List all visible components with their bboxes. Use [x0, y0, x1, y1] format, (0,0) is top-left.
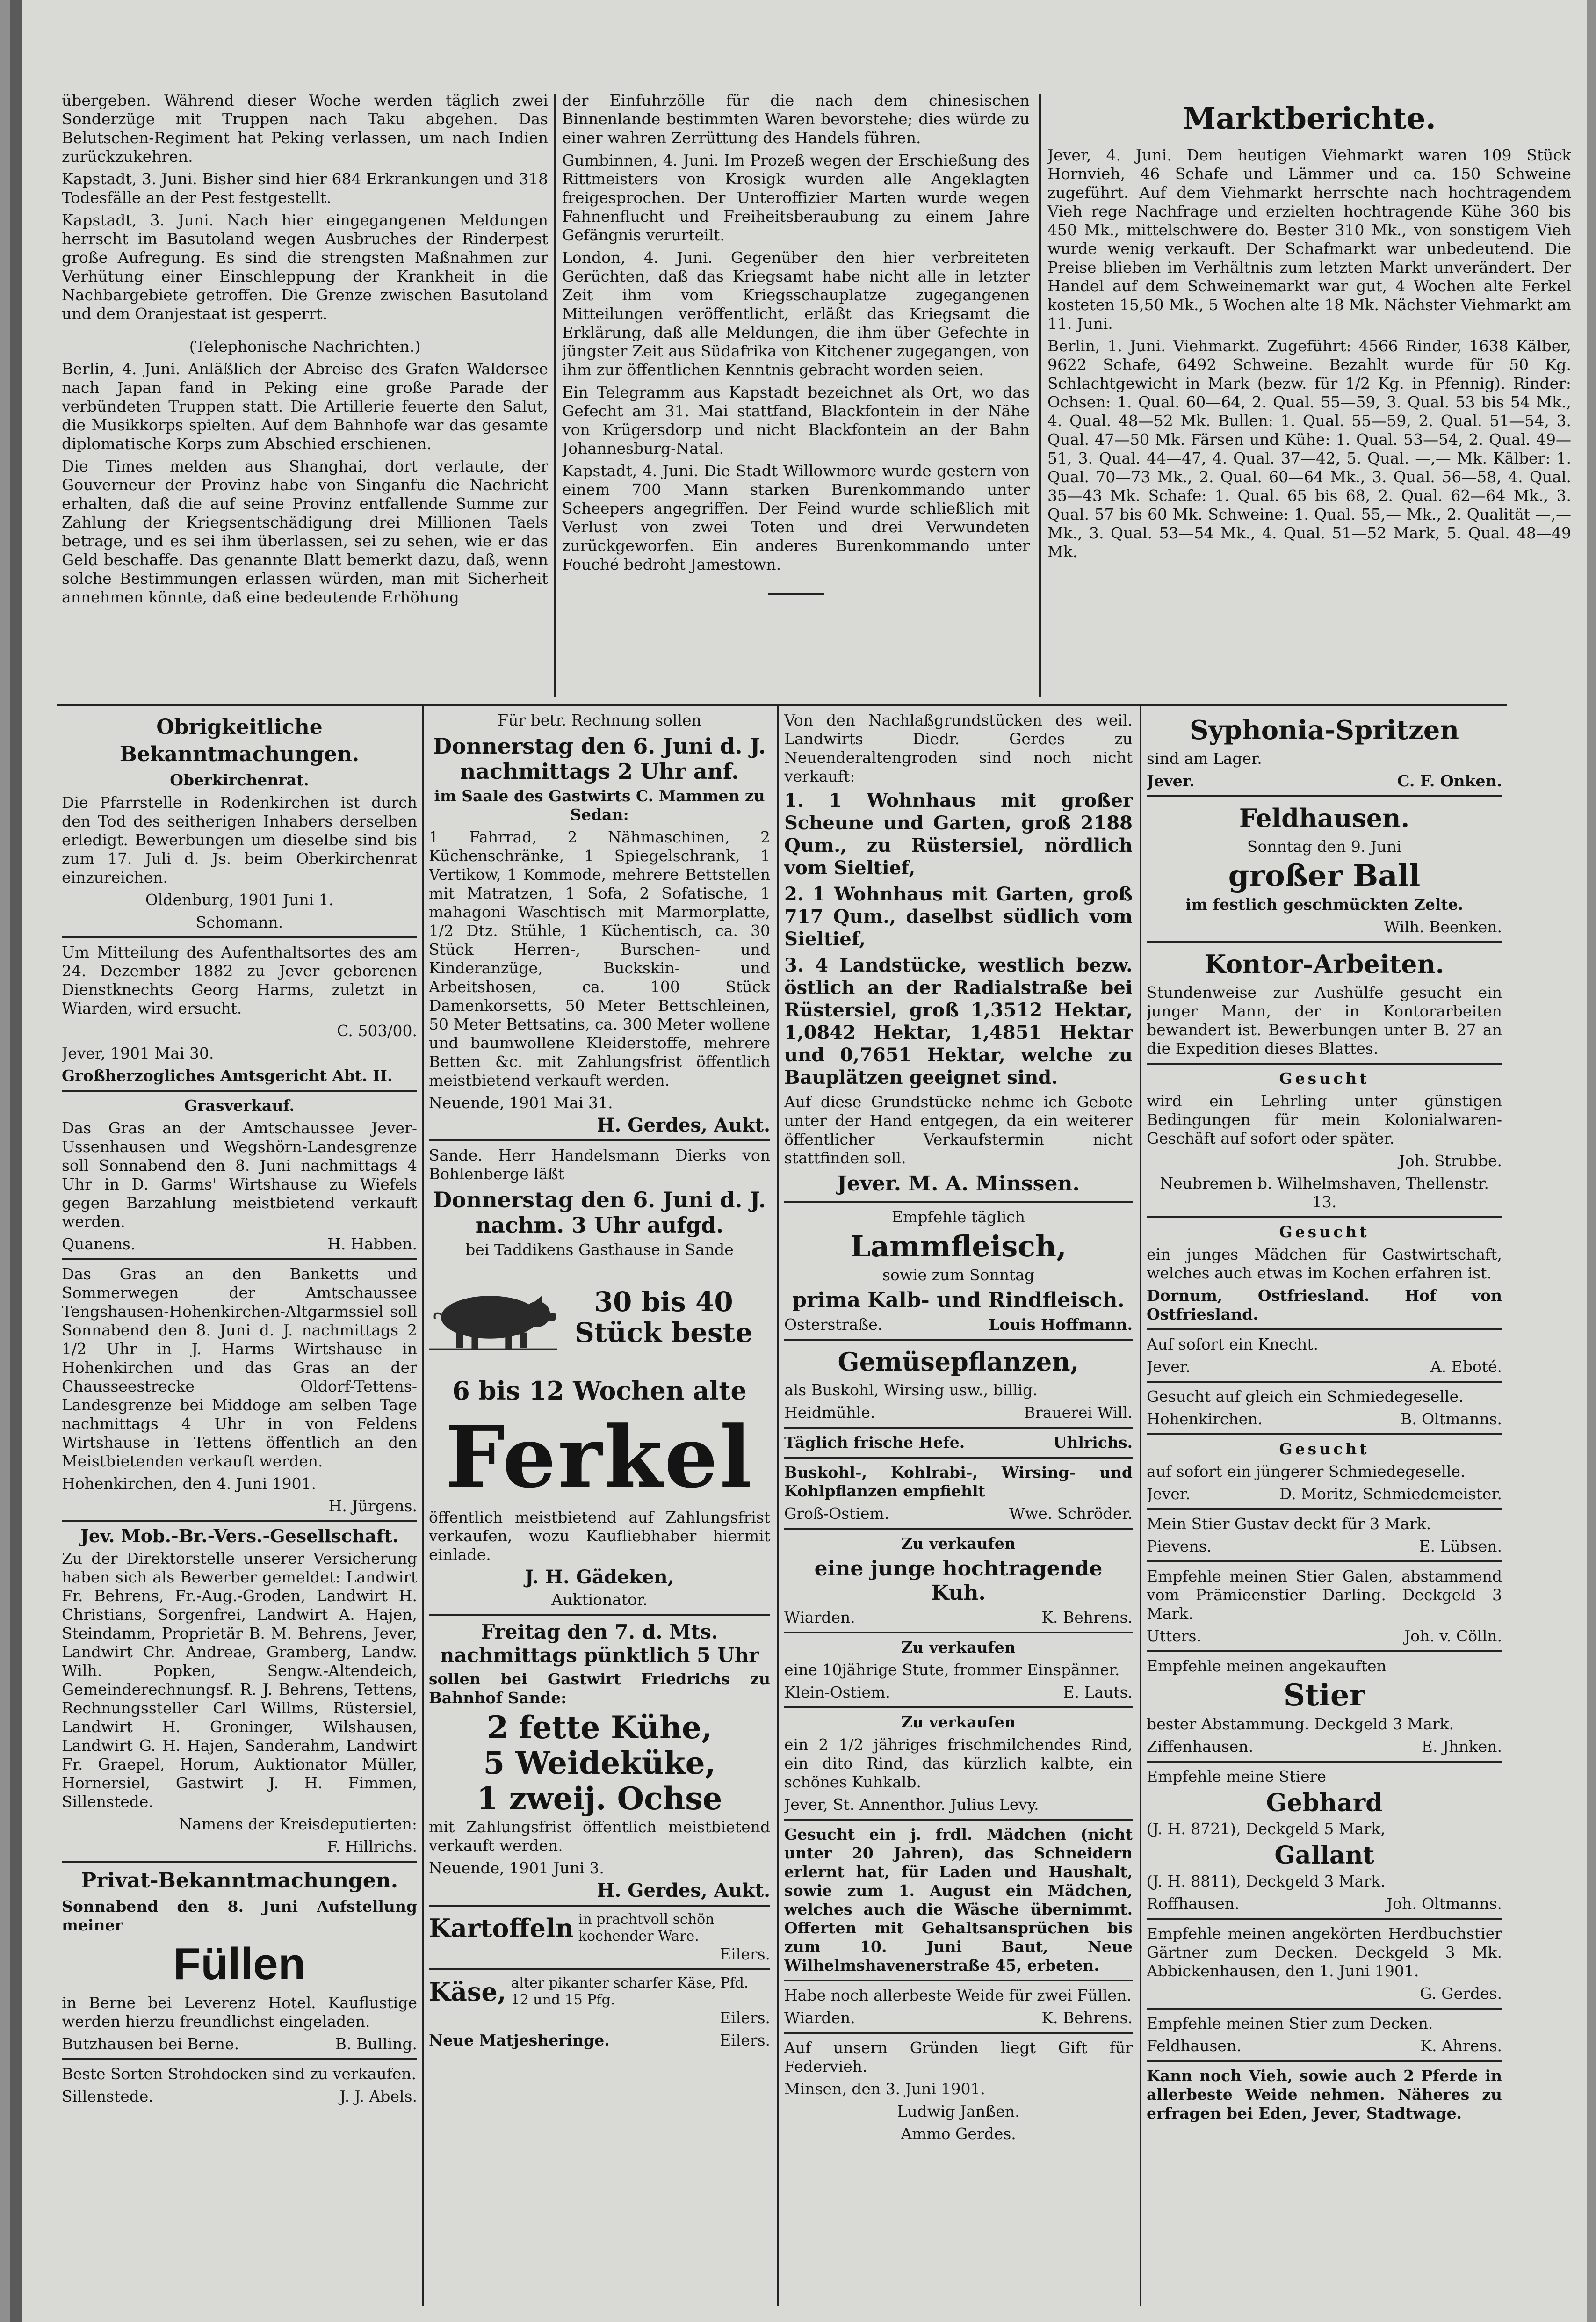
- ad-divider: [1147, 1918, 1502, 1920]
- ad-signature: K. Behrens.: [1041, 1608, 1133, 1626]
- ad-signature: Eilers.: [720, 1945, 770, 1963]
- ad-place: Pievens.: [1147, 1537, 1212, 1555]
- ad-divider: [1147, 2060, 1502, 2062]
- ad-official-title: Obrigkeitliche Bekanntmachungen.: [119, 715, 360, 766]
- ad-big-word: Ferkel: [445, 1408, 754, 1507]
- ad-signature: J. J. Abels.: [339, 2087, 417, 2105]
- ad-place: Groß-Ostiem.: [784, 1504, 889, 1523]
- pig-block: [429, 1263, 770, 1371]
- ad-signature: Eilers.: [720, 2031, 770, 2049]
- ad-divider: [1147, 1381, 1502, 1383]
- ad-divider: [784, 1339, 1133, 1341]
- page-edge: [10, 0, 22, 2322]
- ad-divider: [62, 1090, 417, 1092]
- ad-signature: Eilers.: [720, 2009, 770, 2027]
- ad-row: [429, 1975, 770, 2009]
- ad-text: Mein Stier Gustav deckt für 3 Mark.: [1147, 1515, 1431, 1533]
- ad-text: Sonnabend den 8. Juni Aufstellung meiner: [62, 1897, 417, 1934]
- ad-text: Die Pfarrstelle in Rodenkirchen ist durch den Tod des seitherigen Inhabers derselben erledigt. Bewerbungen um dieselbe sind bis zum 17. Juli d. Js. beim Oberkirchenrat einzureichen.: [62, 793, 417, 886]
- ad-signature: E. Lübsen.: [1419, 1537, 1502, 1555]
- ad-text: Kann noch Vieh, sowie auch 2 Pferde in allerbeste Weide nehmen. Näheres zu erfragen bei Eden, Jever, Stadtwage.: [1147, 2067, 1502, 2122]
- ad-signature: B. Oltmanns.: [1401, 1410, 1502, 1428]
- ad-place: Hohenkirchen.: [1147, 1410, 1263, 1428]
- ad-place: im Saale des Gastwirts C. Mammen zu Sedan:: [434, 787, 765, 824]
- ad-place: sollen bei Gastwirt Friedrichs zu Bahnhof Sande:: [429, 1670, 770, 1707]
- ad-place: Roffhausen.: [1147, 1894, 1240, 1913]
- market-report: Berlin, 1. Juni. Viehmarkt. Zugeführt: 4566 Rinder, 1638 Kälber, 9622 Schafe, 6492 Schweine. Bezahlt wurde für 50 Kg. Schlachtgewicht in Mark (bezw. für 1/2 Kg. in Pfennig). Rinder: Ochsen: 1. Qual. 60—64, 2. Qual. 55—59, 3. Qual. 53 bis 54 Mk., 4. Qual. 48—52 Mk. Bullen: 1. Qual. 55—59, 2. Qual. 51—54, 3. Qual. 47—50 Mk. Färsen und Kühe: 1. Qual. 53—54, 2. Qual. 49—51, 3. Qual. 44—47, 4. Qual. 37—42, 5. Qual. —,— Mk. Kälber: 1. Qual. 70—73 Mk., 2. Qual. 60—64 Mk., 3. Qual. 56—58, 4. Qual. 35—43 Mk. Schafe: 1. Qual. 65 bis 68, 2. Qual. 62—64 Mk., 3. Qual. 57 bis 60 Mk. Schweine: 1. Qual. 55,— Mk., 2. Qualität —,— Mk., 3. Qual. 53—54 Mk., 4. Qual. 51—52 Mark, 5. Qual. 48—49 Mk.: [1047, 337, 1571, 561]
- ad-big-word: Käse,: [429, 1977, 506, 2007]
- ad-heading: Zu verkaufen: [901, 1534, 1016, 1553]
- ad-signature: G. Gerdes.: [1420, 1984, 1502, 2003]
- ad-signature-row: [1147, 1357, 1502, 1376]
- ad-text: Zu der Direktorstelle unserer Versicherung haben sich als Bewerber gemeldet: Landwirt Fr. Behrens, Fr.-Aug.-Groden, Landwirt H. Christians, Sorgenfrei, Landwirt A. Hajen, Steindamm, Proprietär B. M. Behrens, Jever, Landwirt Chr. Andreae, Gramberg, Landw. Wilh. Popken, Sengw.-Altendeich, Gemeinderechnungsf. R. J. Behrens, Tettens, Rechnungssteller Carl Willms, Rüstersiel, Landwirt H. Groninger, Wilshausen, Landwirt G. H. Hajen, Sanderahm, Landwirt Fr. Graepel, Horum, Auktionator Müller, Hornersiel, Gastwirt J. H. Fimmen, Sillenstede.: [62, 1549, 417, 1811]
- ad-place: Wiarden.: [784, 1608, 855, 1626]
- ad-place: Klein-Ostiem.: [784, 1683, 890, 1701]
- ad-signature: A. Eboté.: [1430, 1357, 1502, 1376]
- ad-note: Namens der Kreisdeputierten:: [179, 1815, 417, 1833]
- news-item: Ein Telegramm aus Kapstadt bezeichnet als Ort, wo das Gefecht am 31. Mai stattfand, Blackfontein in der Nähe von Krügersdorp und nicht Blackfontein an der Bahn Johannesburg-Natal.: [562, 383, 1030, 457]
- ad-headline: Freitag den 7. d. Mts. nachmittags pünktlich 5 Uhr: [440, 1620, 759, 1667]
- ad-signature-row: [1147, 1894, 1502, 1913]
- news-item: übergeben. Während dieser Woche werden täglich zwei Sonderzüge mit Truppen nach Taku abgehen. Das Belutschen-Regiment hat Peking verlassen, um nach Indien zurückzukehren.: [62, 91, 548, 166]
- ad-divider: [62, 1520, 417, 1522]
- ad-text: mit Zahlungsfrist öffentlich meistbietend verkauft werden.: [429, 1818, 770, 1855]
- ad-signature-row: [784, 1504, 1133, 1523]
- ad-item: 1 zweij. Ochse: [477, 1780, 722, 1817]
- market-column: [1047, 98, 1571, 702]
- ad-role: Auktionator.: [551, 1590, 648, 1609]
- ad-divider: [784, 1201, 1133, 1203]
- pig-illustration: [429, 1266, 557, 1369]
- ad-divider: [784, 1632, 1133, 1633]
- newspaper-page: [10, 0, 1587, 2322]
- ad-divider: [1147, 1063, 1502, 1065]
- ad-text: auf sofort ein jüngerer Schmiedegeselle.: [1147, 1462, 1466, 1480]
- ad-text: Gesucht auf gleich ein Schmiedegeselle.: [1147, 1387, 1464, 1406]
- ad-signature-row: [62, 2087, 417, 2106]
- ad-heading: Oberkirchenrat.: [170, 771, 309, 789]
- ad-text: Beste Sorten Strohdocken sind zu verkaufen.: [62, 2065, 417, 2083]
- ad-count: 30 bis 40 Stück beste: [575, 1286, 753, 1349]
- column-rule: [554, 94, 556, 697]
- ad-text: Täglich frische Hefe.: [784, 1433, 965, 1451]
- column-rule: [422, 706, 424, 2306]
- ad-heading: Zu verkaufen: [901, 1638, 1016, 1656]
- ad-text: öffentlich meistbietend auf Zahlungsfrist verkaufen, wozu Kaufliebhaber hiermit einlade.: [429, 1508, 770, 1564]
- ad-text: alter pikanter scharfer Käse, Pfd. 12 und 15 Pfg.: [511, 1975, 749, 2008]
- ad-place: Wiarden.: [784, 2009, 855, 2027]
- ad-reference: C. 503/00.: [337, 1022, 417, 1040]
- ad-place: Utters.: [1147, 1627, 1202, 1645]
- ad-signature-row: [1147, 1627, 1502, 1646]
- ad-divider: [1147, 1433, 1502, 1435]
- ad-divider: [62, 1258, 417, 1260]
- ad-signature: H. Gerdes, Aukt.: [597, 1114, 770, 1136]
- market-title: Marktberichte.: [1183, 101, 1436, 136]
- ad-signature: E. Jhnken.: [1421, 1737, 1502, 1756]
- news-column-1: [62, 91, 548, 699]
- ad-signature-row: [784, 1433, 1133, 1452]
- ad-text: im festlich geschmückten Zelte.: [1185, 895, 1464, 914]
- ad-divider: [1147, 1328, 1502, 1330]
- ad-signature: Ammo Gerdes.: [901, 2125, 1016, 2143]
- ad-item: 2 fette Kühe,: [486, 1709, 713, 1746]
- ad-text: Auf sofort ein Knecht.: [1147, 1335, 1318, 1353]
- ad-divider: [62, 1861, 417, 1863]
- ad-divider: [784, 1819, 1133, 1821]
- ad-signature: D. Moritz, Schmiedemeister.: [1279, 1485, 1502, 1503]
- ad-heading: Gesucht: [1279, 1440, 1370, 1458]
- ad-signature: K. Ahrens.: [1420, 2037, 1502, 2055]
- ad-place: Butzhausen bei Berne.: [62, 2035, 239, 2053]
- ad-place: Ziffenhausen.: [1147, 1737, 1254, 1756]
- ad-place: bei Taddikens Gasthause in Sande: [465, 1241, 734, 1259]
- ad-signature: B. Bulling.: [335, 2035, 417, 2053]
- ad-divider: [1147, 2008, 1502, 2010]
- ads-column-3: [784, 711, 1133, 2311]
- news-item: der Einfuhrzölle für die nach dem chinesischen Binnenlande bestimmten Waren bevorstehe; dies würde zu einer wahren Zerrüttung des Handels führen.: [562, 91, 1030, 147]
- ad-divider: [429, 1139, 770, 1141]
- ad-item: 1. 1 Wohnhaus mit großer Scheune und Garten, groß 2188 Qum., zu Rüstersiel, nördlich vom Sieltief,: [784, 790, 1133, 879]
- ad-divider: [1147, 941, 1502, 943]
- ad-divider: [784, 1980, 1133, 1981]
- news-item: Kapstadt, 3. Juni. Bisher sind hier 684 Erkrankungen und 318 Todesfälle an der Pest festgestellt.: [62, 170, 548, 207]
- ad-text: Habe noch allerbeste Weide für zwei Füllen.: [784, 1986, 1132, 2004]
- ad-address: Neubremen b. Wilhelmshaven, Thellenstr. 13.: [1160, 1174, 1489, 1211]
- ad-text: als Buskohl, Wirsing usw., billig.: [784, 1381, 1038, 1399]
- ad-signature: Wilh. Beenken.: [1384, 918, 1502, 936]
- ad-signature: Jever. M. A. Minssen.: [837, 1172, 1080, 1196]
- ad-place: Jever.: [1147, 772, 1195, 790]
- ad-place: Quanens.: [62, 1235, 136, 1253]
- ad-text: wird ein Lehrling unter günstigen Bedingungen für mein Kolonialwaren-Geschäft auf sofort oder später.: [1147, 1092, 1502, 1147]
- ad-place: Sillenstede.: [62, 2087, 153, 2105]
- ad-signature: J. H. Gädeken,: [525, 1566, 674, 1588]
- ad-date: Neuende, 1901 Juni 3.: [429, 1859, 604, 1877]
- ad-divider: [429, 1905, 770, 1907]
- ad-text: Stundenweise zur Aushülfe gesucht ein junger Mann, der in Kontorarbeiten bewandert ist. Bewerbungen unter B. 27 an die Expedition dieses Blattes.: [1147, 983, 1502, 1058]
- ad-date: Jever, 1901 Mai 30.: [62, 1044, 214, 1062]
- ad-big-word: Stier: [1283, 1678, 1365, 1713]
- ad-signature: Brauerei Will.: [1024, 1403, 1133, 1422]
- ads-column-4: [1147, 711, 1502, 2311]
- ad-divider: [784, 1528, 1133, 1530]
- ad-signature-row: [784, 1608, 1133, 1627]
- ad-heading: Zu verkaufen: [901, 1713, 1016, 1731]
- market-report: Jever, 4. Juni. Dem heutigen Viehmarkt waren 109 Stück Hornvieh, 46 Schafe und Lämmer und ca. 150 Schweine zugeführt. Auf dem Viehmarkt herrschte nach hochtragendem Vieh rege Nachfrage und erzielten hochtragende Kühe 360 bis 450 Mk., mittelschwere do. Bester 310 Mk., von sonstigem Vieh wurde wenig verkauft. Der Schafmarkt war unbedeutend. Die Preise blieben im Verhältnis zum letzten Markt unverändert. Der Handel auf dem Schweinemarkt war gut, 4 Wochen alte Ferkel kosteten 15,50 Mk., 5 Wochen alte 18 Mk. Nächster Viehmarkt am 11. Juni.: [1047, 146, 1571, 333]
- ad-divider: [1147, 1560, 1502, 1562]
- ad-signature-row: [784, 2009, 1133, 2027]
- ad-text: 1 Fahrrad, 2 Nähmaschinen, 2 Küchenschränke, 1 Spiegelschrank, 1 Vertikow, 1 Kommode, mehrere Bettstellen mit Matratzen, 1 Sofa, 2 Sofatische, 1 mahagoni Waschtisch mit Marmorplatte, 1/2 Dtz. Stühle, 1 Küchentisch, ca. 30 Stück Herren-, Burschen- und Kinderanzüge, Buckskin- und Arbeitshosen, ca. 100 Stück Damenkorsetts, 50 Meter Bettschleinen, 50 Meter Bettsatins, ca. 300 Meter wollene und baumwollene Kleiderstoffe, mehrere Betten &c. mit Zahlungsfrist öffentlich meistbietend verkauft werden.: [429, 828, 770, 1089]
- ad-item: 3. 4 Landstücke, westlich bezw. östlich an der Radialstraße bei Rüstersiel, groß 1,3512 Hektar, 1,0842 Hektar, 1,4851 Hektar und 0,7651 Hektar, welche zu Bauplätzen geeignet sind.: [784, 954, 1133, 1088]
- ad-signature: Louis Hoffmann.: [989, 1315, 1133, 1334]
- ad-text: Das Gras an der Amtschaussee Jever-Ussenhausen und Wegshörn-Landesgrenze soll Sonnabend den 8. Juni nachmittags 4 Uhr in D. Garms' Wirtshause zu Wiefels gegen Barzahlung meistbietend verkauft werden.: [62, 1119, 417, 1231]
- ad-text: (J. H. 8721), Deckgeld 5 Mark,: [1147, 1820, 1386, 1838]
- ad-big-word: Gallant: [1274, 1841, 1374, 1870]
- ad-text: bester Abstammung. Deckgeld 3 Mark.: [1147, 1715, 1454, 1733]
- ad-signature: K. Behrens.: [1041, 2009, 1133, 2027]
- ad-text: Empfehle meine Stiere: [1147, 1767, 1326, 1785]
- ad-divider: [1147, 1216, 1502, 1218]
- ads-column-1: [62, 711, 417, 2311]
- ad-signature: Wwe. Schröder.: [1009, 1504, 1133, 1523]
- column-rule: [1140, 706, 1141, 2306]
- ad-heading: Grasverkauf.: [184, 1096, 295, 1115]
- ad-signature: H. Gerdes, Aukt.: [597, 1879, 770, 1901]
- ad-heading: Jev. Mob.-Br.-Vers.-Gesellschaft.: [80, 1525, 399, 1546]
- ad-date: Neuende, 1901 Mai 31.: [429, 1094, 613, 1112]
- ad-signature: Joh. Oltmanns.: [1386, 1894, 1502, 1913]
- ad-signature-row: [784, 1403, 1133, 1422]
- ad-item: 5 Weideküke,: [483, 1745, 716, 1781]
- ad-signature: Ludwig Janßen.: [897, 2102, 1020, 2120]
- ad-row: [429, 1911, 770, 1945]
- ad-divider: [62, 2058, 417, 2060]
- ad-big-word: prima Kalb- und Rindfleisch.: [792, 1288, 1125, 1312]
- ad-private-title: Privat-Bekanntmachungen.: [80, 1869, 398, 1893]
- ad-signature: E. Lauts.: [1063, 1683, 1133, 1701]
- ad-big-word: Gebhard: [1266, 1789, 1383, 1817]
- ad-signature: Joh. Strubbe.: [1399, 1152, 1502, 1170]
- ad-divider: [1147, 1508, 1502, 1510]
- ad-text: Auf diese Grundstücke nehme ich Gebote unter der Hand entgegen, da ein weiterer öffentlicher Verkaufstermin nicht stattfinden soll.: [784, 1093, 1133, 1167]
- ad-text: Sonntag den 9. Juni: [1247, 837, 1402, 856]
- ad-text: sind am Lager.: [1147, 749, 1262, 768]
- ad-text: in prachtvoll schön kochender Ware.: [578, 1911, 715, 1945]
- ad-text: Sande. Herr Handelsmann Dierks von Bohlenberge läßt: [429, 1146, 770, 1183]
- news-item: London, 4. Juni. Gegenüber den hier verbreiteten Gerüchten, daß das Kriegsamt habe nicht alle in letzter Zeit ihm vom Kriegsschauplatze zugegangenen Mitteilungen veröffentlicht, erläßt das Kriegsamt die Erklärung, daß alle Meldungen, die ihm über Gefechte in jüngster Zeit aus Südafrika von Kitchener zugegangen, von ihm zur öffentlichen Kenntnis gebracht worden seien.: [562, 248, 1030, 379]
- ad-divider: [784, 1457, 1133, 1459]
- ad-big-word: Lammfleisch,: [850, 1229, 1067, 1263]
- ad-text: in Berne bei Leverenz Hotel. Kauflustige werden hierzu freundlichst eingeladen.: [62, 1994, 417, 2031]
- ad-text: eine 10jährige Stute, frommer Einspänner.: [784, 1661, 1120, 1679]
- ad-divider: [784, 2032, 1133, 2034]
- ad-place: Jever.: [1147, 1485, 1191, 1503]
- ad-signature-row: [1147, 1737, 1502, 1756]
- ad-signature: Großherzogliches Amtsgericht Abt. II.: [62, 1067, 393, 1085]
- ad-text: ein junges Mädchen für Gastwirtschaft, welches auch etwas im Kochen erfahren ist.: [1147, 1245, 1502, 1282]
- ad-signature-row: [1147, 1410, 1502, 1429]
- ad-place: Feldhausen.: [1147, 2037, 1242, 2055]
- ad-place: Heidmühle.: [784, 1403, 875, 1422]
- news-item: Die Times melden aus Shanghai, dort verlaute, der Gouverneur der Provinz habe von Singanfu die Nachricht erhalten, daß die auf seine Provinz entfallende Summe zur Zahlung der Kriegsentschädigung drei Millionen Taels betrage, und es sei ihm überlassen, sei zu sehen, wie er das Geld beschaffe. Das genannte Blatt bemerkt dazu, daß, wenn solche Bestimmungen erlassen würden, man mit Sicherheit annehmen könnte, daß eine bedeutende Erhöhung: [62, 457, 548, 606]
- ad-date: Oldenburg, 1901 Juni 1.: [145, 891, 334, 909]
- column-rule: [1039, 94, 1041, 697]
- ad-signature-row: [1147, 772, 1502, 791]
- news-item: Gumbinnen, 4. Juni. Im Prozeß wegen der Erschießung des Rittmeisters von Krosigk wurden alle Angeklagten freigesprochen. Der Unteroffizier Marten wurde wegen Fahnenflucht und Freiheitsberaubung zu einem Jahre Gefängnis verurteilt.: [562, 151, 1030, 244]
- ad-big-word: Füllen: [173, 1939, 306, 1989]
- ad-signature-row: [1147, 2037, 1502, 2055]
- news-item: Kapstadt, 4. Juni. Die Stadt Willowmore wurde gestern von einem 700 Mann starken Burenkommando unter Scheepers angegriffen. Der Feind wurde schließlich mit Verlust von zwei Toten und drei Verwundeten zurückgeworfen. Ein anderes Burenkommando unter Fouché bedroht Jamestown.: [562, 462, 1030, 573]
- ad-text: Empfehle meinen Stier Galen, abstammend vom Prämieenstier Darling. Deckgeld 3 Mark.: [1147, 1567, 1502, 1623]
- ad-signature-row: [429, 2031, 770, 2050]
- ad-heading: Gesucht: [1279, 1223, 1370, 1241]
- ad-heading: Gesucht: [1279, 1069, 1370, 1088]
- ad-text: Um Mitteilung des Aufenthaltsortes des am 24. Dezember 1882 zu Jever geborenen Dienstknechts Georg Harms, zuletzt in Wiarden, wird ersucht.: [62, 943, 417, 1017]
- ad-signature: Dornum, Ostfriesland. Hof von Ostfriesland.: [1147, 1286, 1502, 1323]
- end-rule: [768, 593, 824, 595]
- news-item: Kapstadt, 3. Juni. Nach hier eingegangenen Meldungen herrscht im Basutoland wegen Ausbruches der Rinderpest große Aufregung. Es sind die strengsten Maßnahmen zur Verhütung einer Einschleppung der Krankheit in die Nachbargebiete getroffen. Die Grenze zwischen Basutoland und dem Oranjestaat ist gesperrt.: [62, 211, 548, 323]
- ad-signature-row: [784, 1315, 1133, 1334]
- ad-text: Empfehle meinen Stier zum Decken.: [1147, 2014, 1433, 2032]
- ad-place: Osterstraße.: [784, 1315, 883, 1334]
- ad-big-word: Syphonia-Spritzen: [1189, 715, 1459, 746]
- ad-text: ein 2 1/2 jähriges frischmilchendes Rind, ein dito Rind, das kürzlich kalbte, ein schönes Kuhkalb.: [784, 1735, 1133, 1791]
- news-column-2: [562, 91, 1030, 699]
- ad-item: 2. 1 Wohnhaus mit Garten, groß 717 Qum., daselbst südlich vom Sieltief,: [784, 883, 1133, 950]
- ad-signature-row: [62, 2035, 417, 2054]
- ad-headline: Donnerstag den 6. Juni d. J. nachm. 3 Uhr aufgd.: [433, 1187, 766, 1238]
- news-section-heading: (Telephonische Nachrichten.): [189, 337, 421, 356]
- ad-signature-row: [1147, 1485, 1502, 1503]
- ad-signature: H. Jürgens.: [328, 1497, 417, 1515]
- ad-divider: [1147, 1761, 1502, 1763]
- ad-date: Hohenkirchen, den 4. Juni 1901.: [62, 1474, 317, 1493]
- ad-text: Buskohl-, Kohlrabi-, Wirsing- und Kohlpflanzen empfiehlt: [784, 1463, 1133, 1500]
- ad-place: Jever.: [1147, 1357, 1191, 1376]
- ad-signature: Joh. v. Cölln.: [1404, 1627, 1502, 1645]
- ad-text: Neue Matjesheringe.: [429, 2031, 610, 2049]
- ad-text: Empfehle täglich: [892, 1208, 1025, 1226]
- ad-headline: Donnerstag den 6. Juni d. J. nachmittags 2 Uhr anf.: [433, 733, 766, 784]
- ad-text: Auf unsern Gründen liegt Gift für Federvieh.: [784, 2039, 1133, 2075]
- ad-big-word: eine junge hochtragende Kuh.: [814, 1557, 1103, 1605]
- ad-big-word: großer Ball: [1228, 858, 1421, 893]
- ad-signature: F. Hillrichs.: [327, 1837, 417, 1856]
- ad-signature: Jever, St. Annenthor. Julius Levy.: [784, 1795, 1039, 1814]
- ad-divider: [784, 1427, 1133, 1429]
- ad-text: Gesucht ein j. frdl. Mädchen (nicht unter 20 Jahren), das Schneidern erlernt hat, für Laden und Haushalt, sowie zum 1. August ein Mädchen, welches auch die Wäsche übernimmt. Offerten mit Gehaltsansprüchen bis zum 10. Juni Baut, Neue Wilhelmshavenerstraße 45, erbeten.: [784, 1825, 1133, 1974]
- column-rule: [777, 706, 779, 2306]
- ad-divider: [429, 1614, 770, 1616]
- ad-signature: Uhlrichs.: [1053, 1433, 1133, 1451]
- ad-big-word: Feldhausen.: [1239, 803, 1410, 833]
- ads-column-2: [429, 711, 770, 2311]
- ad-signature: Schomann.: [195, 913, 283, 931]
- ad-text: (J. H. 8811), Deckgeld 3 Mark.: [1147, 1872, 1386, 1890]
- ad-divider: [62, 936, 417, 938]
- ad-divider: [784, 1706, 1133, 1708]
- ad-big-word: Kontor-Arbeiten.: [1204, 949, 1444, 979]
- ad-headline: 6 bis 12 Wochen alte: [452, 1376, 747, 1406]
- section-rule: [57, 704, 1507, 706]
- ad-divider: [1147, 795, 1502, 797]
- ad-signature: C. F. Onken.: [1397, 772, 1502, 790]
- news-item: Berlin, 4. Juni. Anläßlich der Abreise des Grafen Waldersee nach Japan fand in Peking eine große Parade der verbündeten Truppen statt. Die Artillerie feuerte den Salut, die Musikkorps spielten. Auf dem Bahnhofe war das gesamte diplomatische Korps zum Abschied erschienen.: [62, 360, 548, 453]
- ad-text: Von den Nachlaßgrundstücken des weil. Landwirts Diedr. Gerdes zu Neuenderaltengroden sind noch nicht verkauft:: [784, 711, 1133, 785]
- ad-signature-row: [62, 1235, 417, 1254]
- ad-text: Empfehle meinen angekörten Herdbuchstier Gärtner zum Decken. Deckgeld 3 Mk. Abbickenhausen, den 1. Juni 1901.: [1147, 1924, 1502, 1980]
- ad-divider: [1147, 1650, 1502, 1652]
- ad-signature: H. Habben.: [327, 1235, 417, 1253]
- ad-big-word: Kartoffeln: [429, 1913, 574, 1943]
- ad-signature-row: [784, 1683, 1133, 1702]
- ad-text: sowie zum Sonntag: [882, 1266, 1035, 1284]
- ad-text: Für betr. Rechnung sollen: [498, 711, 701, 729]
- ad-date: Minsen, den 3. Juni 1901.: [784, 2080, 985, 2098]
- ad-text: Das Gras an den Banketts und Sommerwegen der Amtschaussee Tengshausen-Hohenkirchen-Altgarmssiel soll Sonnabend den 8. Juni d. J. nachmittags 2 1/2 Uhr in J. Harms Wirtshause in Hohenkirchen und das Gras an der Chausseestrecke Oldorf-Tettens-Landesgrenze bei Middoge am selben Tage nachmittags 4 Uhr in von Feldens Wirtshause in Tettens öffentlich an den Meistbietenden verkauft werden.: [62, 1265, 417, 1470]
- ad-signature-row: [1147, 1537, 1502, 1556]
- ad-divider: [429, 1968, 770, 1970]
- ad-big-word: Gemüsepflanzen,: [838, 1347, 1079, 1377]
- ad-text: Empfehle meinen angekauften: [1147, 1657, 1387, 1675]
